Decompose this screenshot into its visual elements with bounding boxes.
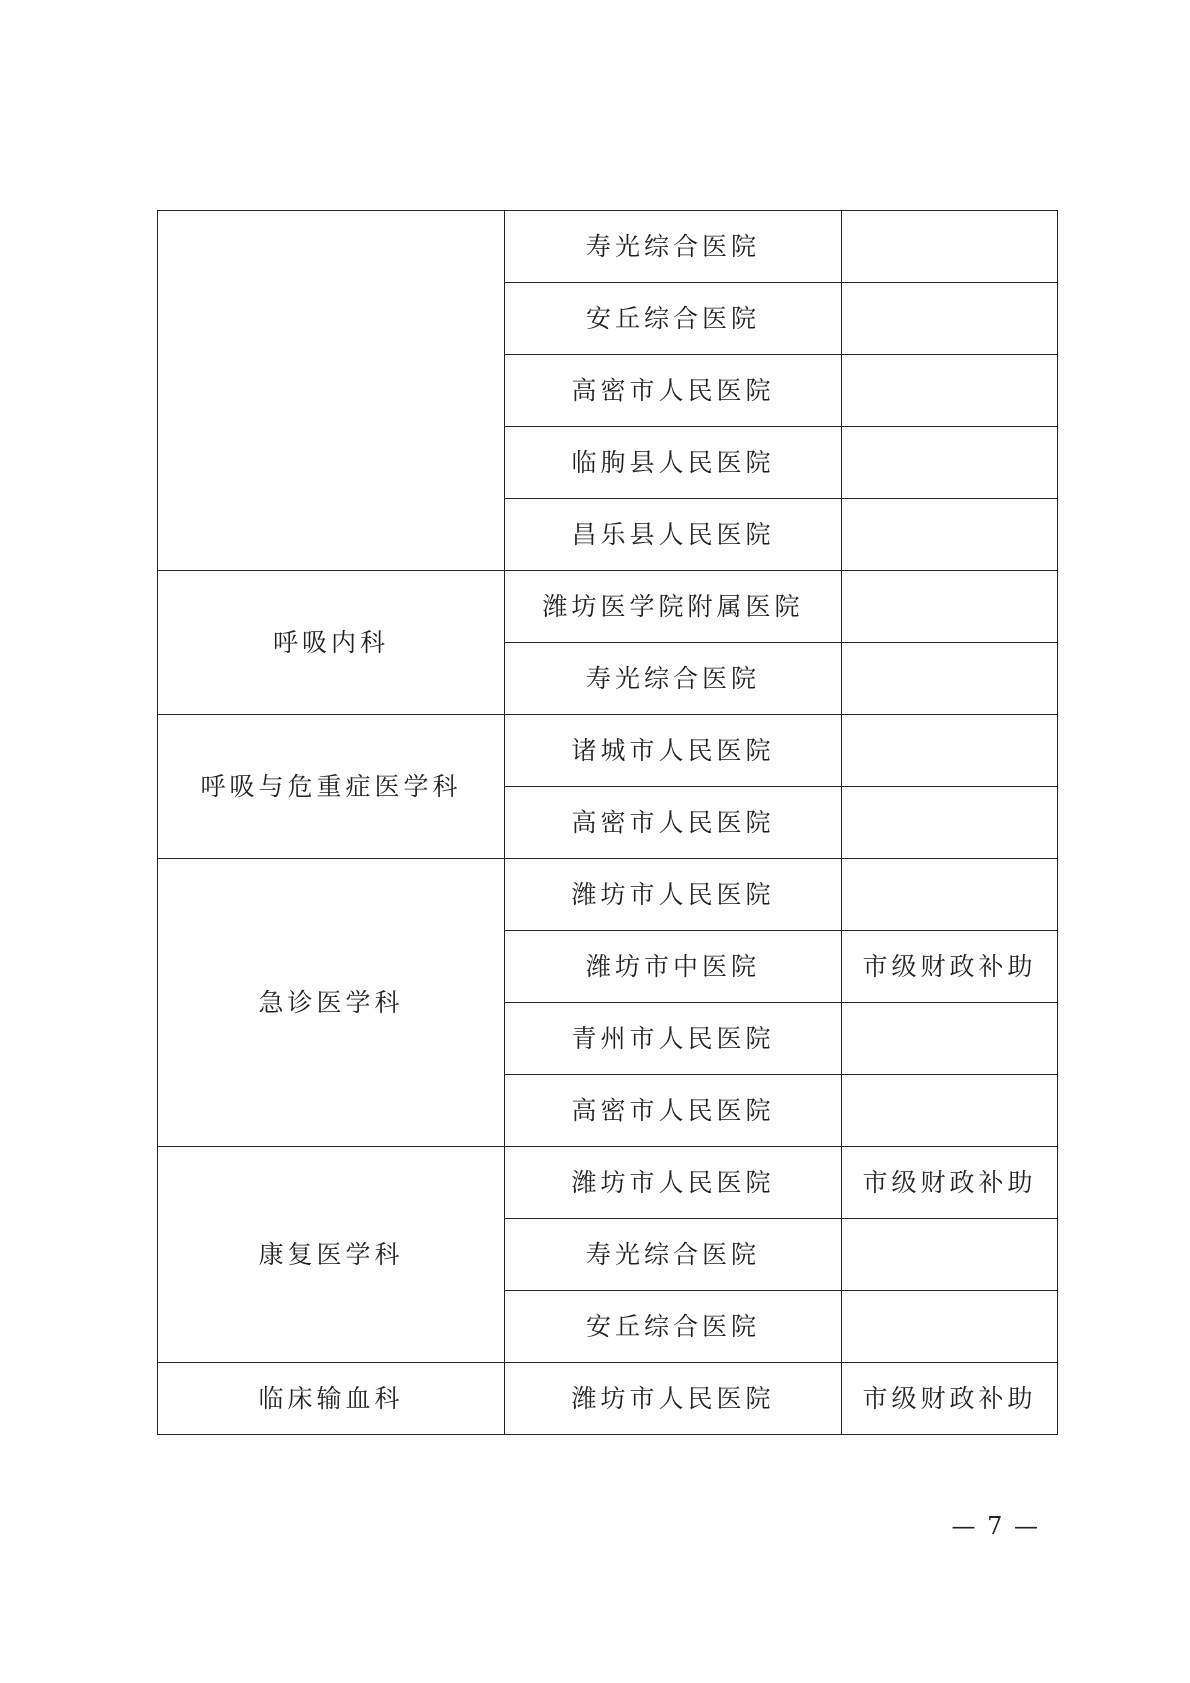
note-cell (842, 1075, 1058, 1147)
note-cell (842, 715, 1058, 787)
hospital-cell: 寿光综合医院 (505, 211, 842, 283)
hospital-cell: 临朐县人民医院 (505, 427, 842, 499)
hospital-cell: 潍坊医学院附属医院 (505, 571, 842, 643)
table-row (158, 1147, 1058, 1219)
note-cell (842, 427, 1058, 499)
hospital-cell: 潍坊市人民医院 (505, 859, 842, 931)
page-number: — 7 — (951, 1512, 1040, 1540)
note-cell (842, 499, 1058, 571)
hospital-cell: 潍坊市人民医院 (505, 1363, 842, 1435)
department-cell: 呼吸内科 (158, 571, 505, 715)
hospital-cell: 高密市人民医院 (505, 787, 842, 859)
hospital-cell: 安丘综合医院 (505, 1291, 842, 1363)
hospital-cell: 高密市人民医院 (505, 355, 842, 427)
hospital-cell: 寿光综合医院 (505, 643, 842, 715)
department-cell (158, 211, 505, 571)
hospital-cell: 寿光综合医院 (505, 1219, 842, 1291)
table-row (158, 859, 1058, 931)
note-cell (842, 283, 1058, 355)
hospital-cell: 潍坊市人民医院 (505, 1147, 842, 1219)
table-row (158, 211, 1058, 283)
table-row (158, 571, 1058, 643)
hospital-department-table (157, 210, 1058, 1435)
department-cell: 康复医学科 (158, 1147, 505, 1363)
hospital-cell: 潍坊市中医院 (505, 931, 842, 1003)
note-cell (842, 1219, 1058, 1291)
note-cell: 市级财政补助 (842, 1147, 1058, 1219)
hospital-cell: 高密市人民医院 (505, 1075, 842, 1147)
hospital-cell: 诸城市人民医院 (505, 715, 842, 787)
hospital-cell: 安丘综合医院 (505, 283, 842, 355)
note-cell: 市级财政补助 (842, 1363, 1058, 1435)
note-cell (842, 643, 1058, 715)
note-cell (842, 355, 1058, 427)
note-cell (842, 571, 1058, 643)
department-cell: 临床输血科 (158, 1363, 505, 1435)
table-row (158, 715, 1058, 787)
hospital-cell: 青州市人民医院 (505, 1003, 842, 1075)
note-cell: 市级财政补助 (842, 931, 1058, 1003)
note-cell (842, 211, 1058, 283)
hospital-cell: 昌乐县人民医院 (505, 499, 842, 571)
note-cell (842, 1291, 1058, 1363)
note-cell (842, 1003, 1058, 1075)
note-cell (842, 859, 1058, 931)
table-row (158, 1363, 1058, 1435)
department-cell: 急诊医学科 (158, 859, 505, 1147)
note-cell (842, 787, 1058, 859)
department-cell: 呼吸与危重症医学科 (158, 715, 505, 859)
